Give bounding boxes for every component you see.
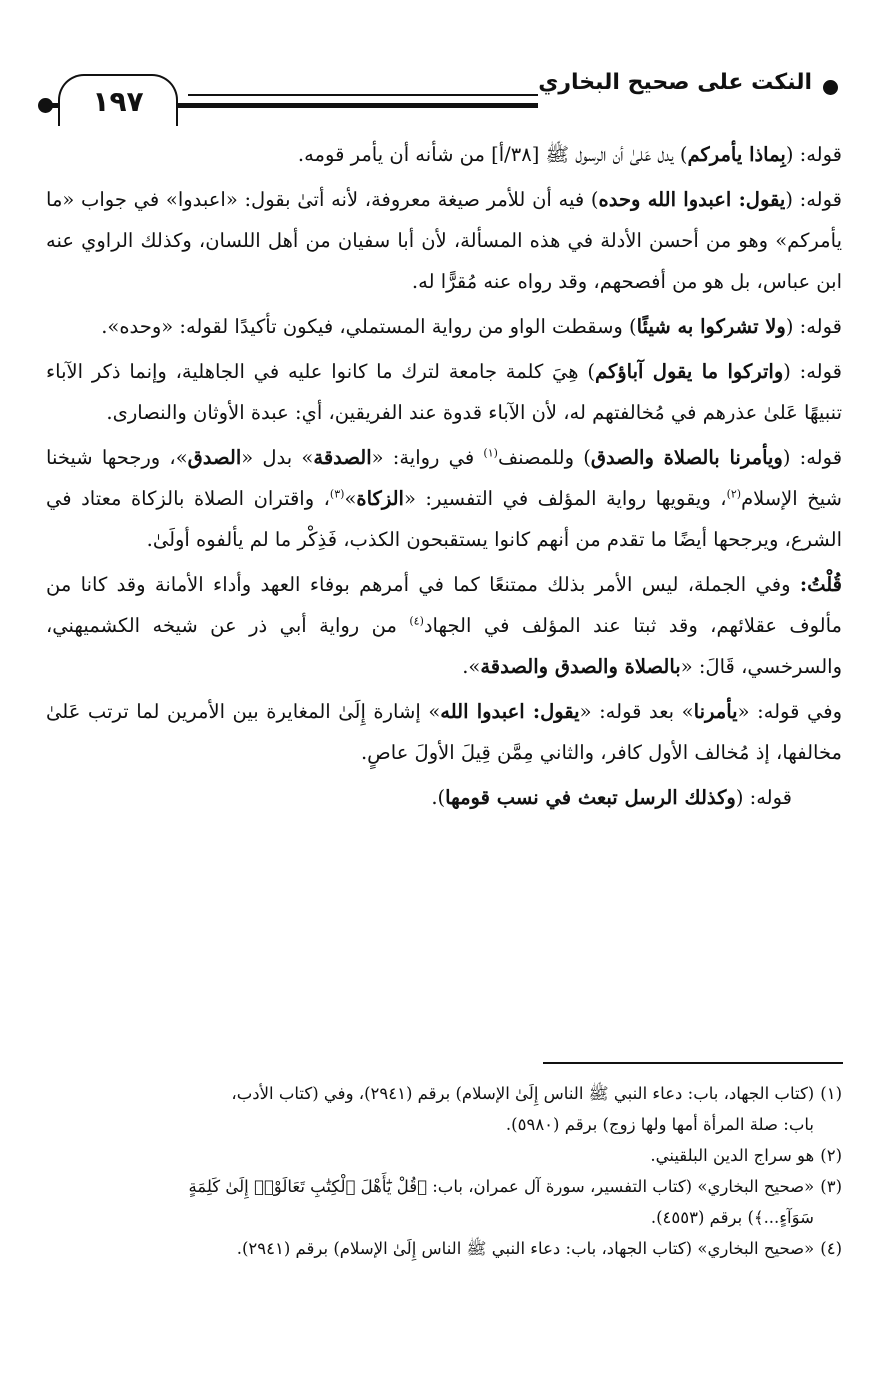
quoted-phrase: يقول: اعبدوا الله وحده bbox=[598, 188, 786, 211]
footnote bbox=[46, 1140, 842, 1171]
footnote-ref: (٣) bbox=[329, 487, 345, 501]
header-thin-rule bbox=[188, 94, 538, 96]
text-run: قوله: ( bbox=[785, 315, 842, 338]
text-run: قوله: ( bbox=[735, 786, 792, 809]
text-run: وفي قوله: « bbox=[737, 700, 843, 723]
footnote-text: «صحيح البخاري» (كتاب الجهاد، باب: دعاء النبي ﷺ الناس إِلَىٰ الإسلام) برقم (٢٩٤١). bbox=[236, 1239, 815, 1258]
header-ornament-dot bbox=[38, 98, 53, 113]
text-run: وفي الجملة، ليس الأمر بذلك ممتنعًا كما في أمرهم بوفاء العهد وأداء الأمانة وقد كانا من مألوف عقلائهم، وقد ثبتا عند المؤلف في الجهاد bbox=[46, 573, 842, 637]
quoted-phrase: ويأمرنا بالصلاة والصدق bbox=[590, 446, 783, 469]
footnote-text: «صحيح البخاري» (كتاب التفسير، سورة آل عمران، باب: ﴿قُلْ يَٰٓأَهْلَ ٱلْكِتَٰبِ تَعَالَوْا۟ إِلَىٰ كَلِمَةٍ bbox=[188, 1177, 815, 1196]
quoted-phrase: يأمرنا bbox=[693, 700, 738, 723]
text-run: من رواية أبي ذر عن شيخه الكشميهني، والسرخسي، قَالَ: « bbox=[46, 614, 842, 678]
text-run: قوله: ( bbox=[783, 360, 842, 383]
text-run: ) وسقطت الواو من رواية المستملي، فيكون تأكيدًا لقوله: «وحده». bbox=[101, 315, 637, 338]
paragraph bbox=[46, 134, 842, 175]
quoted-phrase: واتركوا ما يقول آباؤكم bbox=[594, 360, 784, 383]
text-run: ) هِيَ كلمة جامعة لترك ما كانوا عليه في الجاهلية، وإنما ذكر الآباء تنبيهًا عَلىٰ عذرهم في مُخالفتهم له، لأن الآباء قدوة عند الفريقين، أي: عبدة الأوثان والنصارى. bbox=[46, 360, 842, 424]
book-title: النكت على صحيح البخاري bbox=[538, 70, 812, 95]
paragraph bbox=[46, 306, 842, 347]
footnote-continuation: سَوَآءٍ...﴾) برقم (٤٥٥٣). bbox=[650, 1208, 814, 1227]
text-run: ). bbox=[431, 786, 446, 809]
footnote-ref: (٢) bbox=[726, 487, 742, 501]
text-run: ». bbox=[462, 655, 481, 678]
paragraph bbox=[46, 564, 842, 687]
paragraph bbox=[46, 351, 842, 433]
text-run: ) وللمصنف bbox=[497, 446, 591, 469]
text-run: » إشارة إِلَىٰ المغايرة بين الأمرين لما ترتب عَلىٰ مخالفها، إذ مُخالف الأول كافر، والثاني مِمَّن قِيلَ الأولَ عاصٍ. bbox=[46, 700, 842, 764]
text-run: في رواية: « bbox=[371, 446, 484, 469]
text-run: » bbox=[344, 487, 357, 510]
footnote-ref: (٤) bbox=[409, 614, 424, 628]
quoted-phrase: بالصلاة والصدق والصدقة bbox=[480, 655, 681, 678]
quoted-phrase: الزكاة bbox=[356, 487, 404, 510]
footnote-number: (٤) bbox=[820, 1239, 842, 1258]
quoted-phrase: يقول: اعبدوا الله bbox=[440, 700, 580, 723]
footnote-ref: (١) bbox=[483, 446, 498, 460]
footnote-continuation: باب: صلة المرأة أمها ولها زوج) برقم (٥٩٨٠). bbox=[505, 1115, 814, 1134]
footnote-separator bbox=[543, 1062, 843, 1064]
paragraph bbox=[46, 179, 842, 302]
main-text bbox=[46, 134, 842, 818]
text-run: قوله: ( bbox=[785, 143, 842, 166]
text-run: قوله: ( bbox=[785, 188, 842, 211]
quoted-phrase: الصدقة bbox=[313, 446, 372, 469]
paragraph bbox=[46, 437, 842, 560]
text-run: » بدل « bbox=[241, 446, 314, 469]
footnote-number: (٢) bbox=[820, 1146, 842, 1165]
text-run: ، واقتران الصلاة بالزكاة معتاد في الشرع، ويرجحها أيضًا ما تقدم من أنهم كانوا يستقبحون الكذب، فَذِكْر ما لم يألفوه أولَىٰ. bbox=[46, 487, 842, 551]
paragraph bbox=[46, 777, 842, 818]
quoted-phrase: بِماذا يأمركم bbox=[687, 143, 786, 166]
text-run: » بعد قوله: « bbox=[579, 700, 694, 723]
footnote-number: (١) bbox=[820, 1084, 842, 1103]
footnote bbox=[46, 1171, 842, 1233]
footnote-number: (٣) bbox=[820, 1177, 842, 1196]
footnote bbox=[46, 1078, 842, 1140]
text-run: ، ويقويها رواية المؤلف في التفسير: « bbox=[403, 487, 727, 510]
header-ornament-dot bbox=[823, 80, 838, 95]
footnote-text: هو سراج الدين البلقيني. bbox=[650, 1146, 815, 1165]
quoted-phrase: وكذلك الرسل تبعث في نسب قومها bbox=[445, 786, 736, 809]
quoted-phrase: قُلْتُ: bbox=[799, 573, 842, 596]
footnote bbox=[46, 1233, 842, 1264]
running-header bbox=[38, 66, 838, 126]
page-number: ١٩٧ bbox=[58, 74, 178, 126]
text-run: ) فيه أن للأمر صيغة معروفة، لأنه أتىٰ بقول: «اعبدوا» في جواب «ما يأمركم» وهو من أحسن الأدلة في هذه المسألة، لأن أبا سفيان من أهل اللسان، وكذلك الراوي عنه ابن عباس، بل هو من أفصحهم، وقد رواه عنه مُقرًّا له. bbox=[46, 188, 842, 293]
text-run: ) يدل عَلىٰ أن الرسول ﷺ [٣٨/أ] من شأنه أن يأمر قومه. bbox=[297, 143, 688, 166]
footnotes bbox=[46, 1078, 842, 1264]
footnote-text: (كتاب الجهاد، باب: دعاء النبي ﷺ الناس إِلَىٰ الإسلام) برقم (٢٩٤١)، وفي (كتاب الأدب، bbox=[231, 1084, 815, 1103]
paragraph bbox=[46, 691, 842, 773]
quoted-phrase: ولا تشركوا به شيئًا bbox=[636, 315, 786, 338]
text-run: قوله: ( bbox=[782, 446, 843, 469]
text-run: »، ورجحها شيخنا شيخ الإسلام bbox=[46, 446, 842, 510]
quoted-phrase: الصدق bbox=[187, 446, 242, 469]
